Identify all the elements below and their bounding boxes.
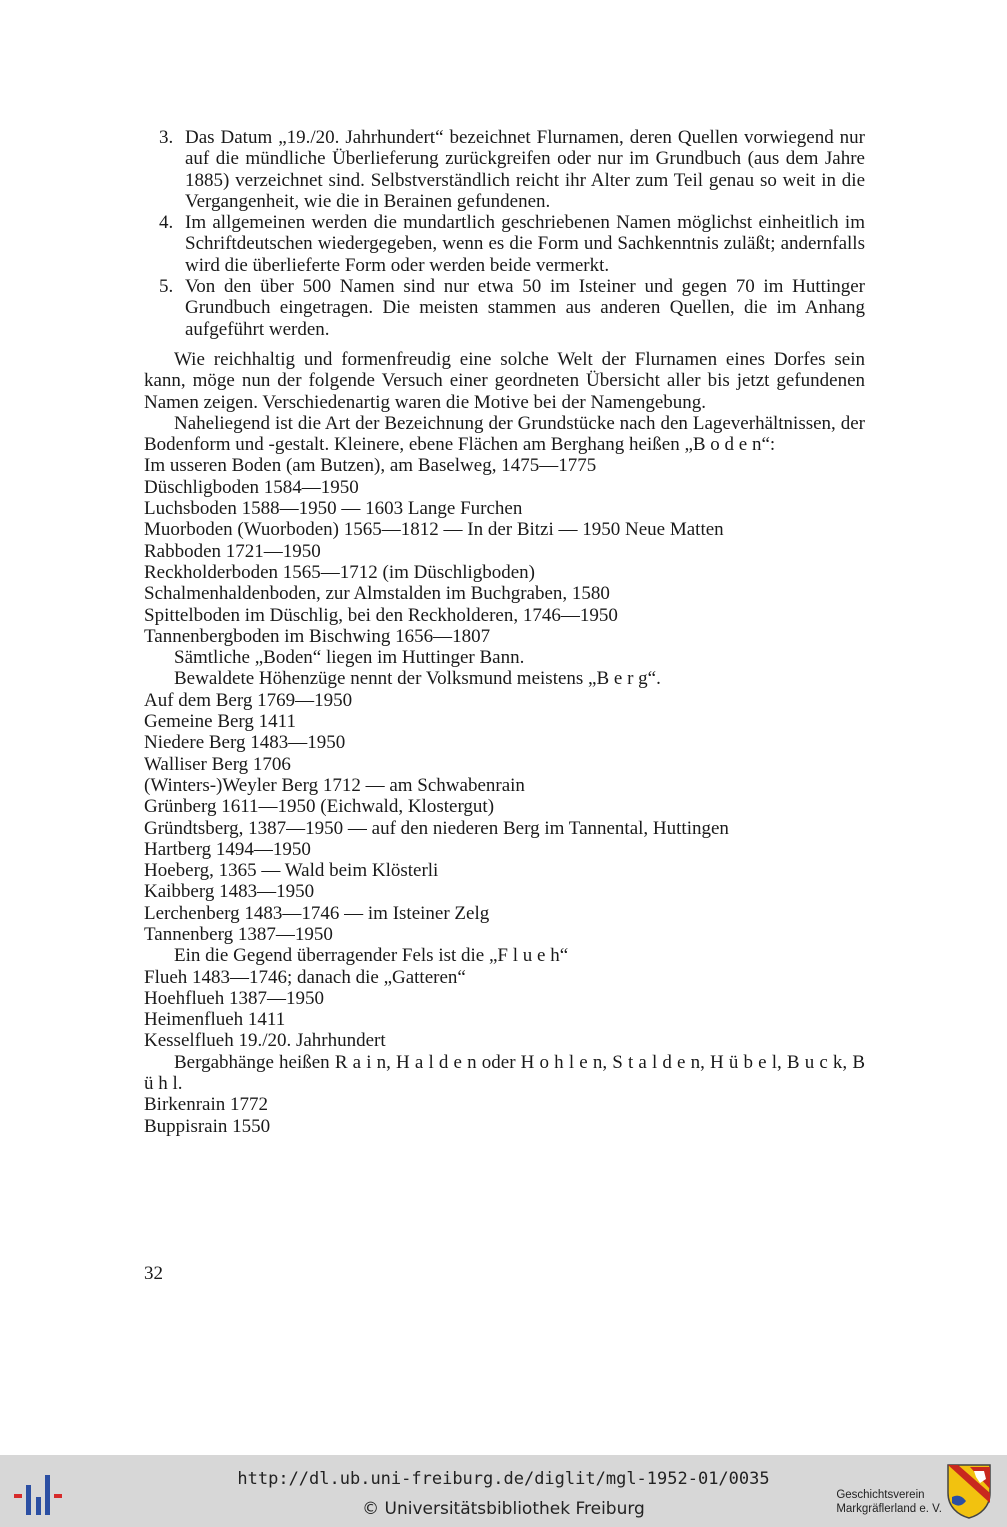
item-number: 5. xyxy=(159,276,174,298)
society-line-2: Markgräflerland e. V. xyxy=(836,1503,942,1515)
flueh-name-list xyxy=(144,967,865,1052)
boden-name-list xyxy=(144,455,865,647)
berg-entry: (Winters-)Weyler Berg 1712 — am Schwabenrain xyxy=(144,774,525,796)
boden-entry: Rabboden 1721—1950 xyxy=(144,540,321,562)
berg-entry: Grünberg 1611—1950 (Eichwald, Klostergut) xyxy=(144,796,495,818)
rain-intro: Bergabhänge heißen R a i n, H a l d e n oder H o h l e n, S t a l d e n, H ü b e l, B u c k, B ü h l. xyxy=(144,1051,865,1095)
society-name xyxy=(836,1488,942,1516)
footer-bar xyxy=(0,1455,1007,1527)
berg-entry: Lerchenberg 1483—1746 — im Isteiner Zelg xyxy=(144,902,490,924)
item-number: 4. xyxy=(159,212,174,234)
rain-entry: Buppisrain 1550 xyxy=(144,1115,271,1137)
flueh-entry: Hoehflueh 1387—1950 xyxy=(144,987,324,1009)
numbered-item xyxy=(144,212,865,276)
berg-entry: Hartberg 1494—1950 xyxy=(144,838,311,860)
footer-url[interactable]: http://dl.ub.uni-freiburg.de/diglit/mgl-1952-01/0035 xyxy=(237,1469,770,1489)
boden-entry: Luchsboden 1588—1950 — 1603 Lange Furchen xyxy=(144,498,523,520)
berg-intro: Bewaldete Höhenzüge nennt der Volksmund meistens „B e r g“. xyxy=(174,668,661,690)
berg-entry: Walliser Berg 1706 xyxy=(144,753,291,775)
berg-entry: Gründtsberg, 1387—1950 — auf den niederen Berg im Tannental, Huttingen xyxy=(144,817,729,839)
flueh-entry: Heimenflueh 1411 xyxy=(144,1009,286,1031)
numbered-item xyxy=(144,127,865,212)
item-number: 3. xyxy=(159,127,174,148)
page-content xyxy=(144,127,865,1137)
flueh-intro: Ein die Gegend überragender Fels ist die „F l u e h“ xyxy=(174,945,569,967)
berg-entry: Tannenberg 1387—1950 xyxy=(144,923,333,945)
society-line-1: Geschichtsverein xyxy=(836,1489,925,1501)
boden-note: Sämtliche „Boden“ liegen im Huttinger Bann. xyxy=(174,647,525,669)
numbered-notes-list xyxy=(144,127,865,340)
item-text: Das Datum „19./20. Jahrhundert“ bezeichnet Flurnamen, deren Quellen vorwiegend nur auf die mündliche Überlieferung zurückgreifen oder nur im Grundbuch (aus dem Jahre 1885) verzeichnet sind. Selbstverständlich reicht ihr Alter zum Teil genau so weit in die Vergangenheit, wie die in Berainen gefundenen. xyxy=(185,127,865,212)
paragraph-boden-intro: Naheliegend ist die Art der Bezeichnung der Grundstücke nach den Lageverhältnissen, der Bodenform und -gestalt. Kleinere, ebene Flächen am Berghang heißen „B o d e n“: xyxy=(144,412,865,456)
item-text: Von den über 500 Namen sind nur etwa 50 im Isteiner und gegen 70 im Huttinger Grundbuch eingetragen. Die meisten stammen aus anderen Quellen, die im Anhang aufgeführt werden. xyxy=(185,276,865,340)
numbered-item xyxy=(144,276,865,340)
footer-copyright: © Universitätsbibliothek Freiburg xyxy=(362,1499,645,1519)
flueh-entry: Flueh 1483—1746; danach die „Gatteren“ xyxy=(144,966,466,988)
berg-entry: Kaibberg 1483—1950 xyxy=(144,881,315,903)
boden-entry: Muorboden (Wuorboden) 1565—1812 — In der Bitzi — 1950 Neue Matten xyxy=(144,519,724,541)
rain-entry: Birkenrain 1772 xyxy=(144,1094,269,1116)
boden-entry: Spittelboden im Düschlig, bei den Reckholderen, 1746—1950 xyxy=(144,604,618,626)
paragraph-intro: Wie reichhaltig und formenfreudig eine solche Welt der Flurnamen eines Dorfes sein kann, möge nun der folgende Versuch einer geordneten Übersicht aller bis jetzt gefundenen Namen zeigen. Verschiedenartig waren die Motive bei der Namengebung. xyxy=(144,348,865,413)
rain-name-list xyxy=(144,1094,865,1137)
item-text: Im allgemeinen werden die mundartlich geschriebenen Namen möglichst einheitlich im Schriftdeutschen wiedergegeben, wenn es die Form und Sachkenntnis zuläßt; andernfalls wird die überlieferte Form oder werden beide vermerkt. xyxy=(185,212,865,276)
berg-entry: Hoeberg, 1365 — Wald beim Klösterli xyxy=(144,860,439,882)
coat-of-arms-icon xyxy=(946,1463,992,1519)
boden-entry: Schalmenhaldenboden, zur Almstalden im Buchgraben, 1580 xyxy=(144,583,610,605)
page-number: 32 xyxy=(144,1263,163,1284)
berg-entry: Auf dem Berg 1769—1950 xyxy=(144,689,353,711)
boden-entry: Im usseren Boden (am Butzen), am Baselweg, 1475—1775 xyxy=(144,455,597,477)
boden-entry: Reckholderboden 1565—1712 (im Düschligboden) xyxy=(144,561,536,583)
berg-name-list xyxy=(144,690,865,946)
berg-entry: Niedere Berg 1483—1950 xyxy=(144,732,346,754)
berg-entry: Gemeine Berg 1411 xyxy=(144,711,296,733)
flueh-entry: Kesselflueh 19./20. Jahrhundert xyxy=(144,1030,386,1052)
boden-entry: Tannenbergboden im Bischwing 1656—1807 xyxy=(144,625,491,647)
boden-entry: Düschligboden 1584—1950 xyxy=(144,476,359,498)
